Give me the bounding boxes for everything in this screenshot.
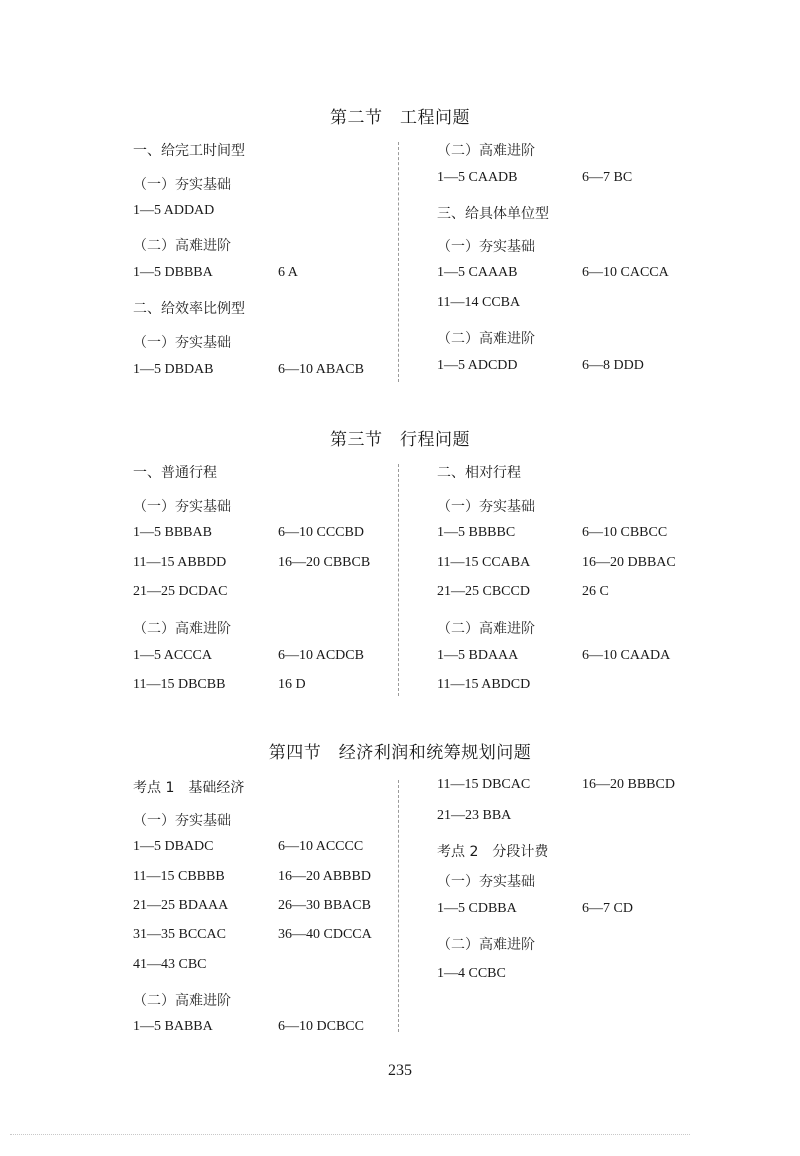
- answer-row: [437, 677, 530, 693]
- answer-group: 1—5 CAADB: [437, 170, 518, 185]
- answer-group: 1—4 CCBC: [437, 966, 506, 981]
- answer-group: 21—23 BBA: [437, 808, 512, 823]
- answer-group: 1—5 DBDAB: [133, 362, 214, 377]
- answer-row: [133, 648, 364, 664]
- answer-group: 21—25 BDAAA: [133, 898, 229, 913]
- answer-group: 6—10 CAADA: [582, 648, 671, 663]
- topic-heading: 二、相对行程: [437, 465, 521, 481]
- answer-group: 6—10 ACDCB: [278, 648, 364, 663]
- answer-row: [133, 525, 364, 541]
- answer-group: 21—25 CBCCD: [437, 584, 530, 599]
- difficulty-subheading: （一）夯实基础: [133, 499, 231, 515]
- difficulty-subheading: （二）高难进阶: [437, 331, 535, 347]
- difficulty-subheading: （一）夯实基础: [133, 813, 231, 829]
- section-title: 第二节 工程问题: [330, 108, 470, 128]
- answer-group: 16—20 DBBAC: [582, 555, 676, 570]
- answer-row: [133, 362, 364, 378]
- difficulty-subheading: （二）高难进阶: [133, 993, 231, 1009]
- section-left-column: [133, 140, 403, 390]
- answer-group: 6—10 CBBCC: [582, 525, 668, 540]
- answer-group: 26—30 BBACB: [278, 898, 371, 913]
- answer-row: [437, 966, 506, 982]
- page-number: 235: [388, 1062, 412, 1079]
- answer-group: 1—5 ADCDD: [437, 358, 518, 373]
- section-right-column: [437, 777, 707, 1037]
- answer-row: [133, 898, 371, 914]
- answer-group: 16—20 BBBCD: [582, 777, 675, 792]
- difficulty-subheading: （一）夯实基础: [133, 335, 231, 351]
- answer-group: 1—5 ACCCA: [133, 648, 212, 663]
- section-left-column: [133, 462, 403, 702]
- answer-row: [133, 203, 214, 219]
- answer-row: [133, 869, 371, 885]
- answer-group: 1—5 BBBBC: [437, 525, 516, 540]
- difficulty-subheading: （二）高难进阶: [133, 238, 231, 254]
- answer-group: 16 D: [278, 677, 306, 692]
- answer-group: 1—5 BDAAA: [437, 648, 519, 663]
- answer-row: [133, 927, 372, 943]
- answer-group: 11—15 ABBDD: [133, 555, 227, 570]
- answer-group: 6—10 DCBCC: [278, 1019, 364, 1034]
- answer-group: 11—15 ABDCD: [437, 677, 531, 692]
- difficulty-subheading: （一）夯实基础: [437, 874, 535, 890]
- answer-group: 16—20 CBBCB: [278, 555, 371, 570]
- answer-group: 6—10 CACCA: [582, 265, 669, 280]
- answer-group: 11—15 CCABA: [437, 555, 531, 570]
- answer-group: 1—5 CDBBA: [437, 901, 517, 916]
- difficulty-subheading: （一）夯实基础: [437, 239, 535, 255]
- answer-row: [437, 555, 676, 571]
- topic-heading: 一、给完工时间型: [133, 143, 245, 159]
- answer-group: 11—15 DBCBB: [133, 677, 226, 692]
- answer-group: 1—5 CAAAB: [437, 265, 518, 280]
- answer-row: [437, 170, 633, 186]
- answer-group: 36—40 CDCCA: [278, 927, 372, 942]
- column-divider: [398, 464, 399, 696]
- column-divider: [398, 780, 399, 1032]
- answer-group: 6—7 CD: [582, 901, 633, 916]
- answer-row: [437, 265, 669, 281]
- section-right-column: [437, 140, 707, 390]
- answer-group: 1—5 DBADC: [133, 839, 214, 854]
- section-left-column: [133, 777, 403, 1037]
- answer-row: [437, 295, 520, 311]
- answer-group: 6—10 ACCCC: [278, 839, 364, 854]
- column-divider: [398, 142, 399, 382]
- topic-heading: 二、给效率比例型: [133, 301, 245, 317]
- answer-row: [133, 265, 298, 281]
- scan-noise-line: [10, 1134, 690, 1136]
- answer-row: [133, 957, 207, 973]
- answer-group: 31—35 BCCAC: [133, 927, 226, 942]
- difficulty-subheading: （一）夯实基础: [133, 177, 231, 193]
- answer-group: 16—20 ABBBD: [278, 869, 371, 884]
- answer-group: 1—5 DBBBA: [133, 265, 213, 280]
- section-title: 第三节 行程问题: [330, 430, 470, 450]
- section-right-column: [437, 462, 707, 702]
- answer-row: [437, 648, 671, 664]
- answer-row: [133, 555, 371, 571]
- answer-group: 1—5 ADDAD: [133, 203, 215, 218]
- answer-row: [437, 584, 609, 600]
- answer-row: [437, 808, 511, 824]
- answer-group: 11—15 CBBBB: [133, 869, 225, 884]
- answer-row: [133, 1019, 364, 1035]
- difficulty-subheading: （二）高难进阶: [437, 143, 535, 159]
- answer-group: 6—8 DDD: [582, 358, 644, 373]
- answer-row: [437, 901, 633, 917]
- answer-row: [133, 584, 228, 600]
- answer-group: 1—5 BBBAB: [133, 525, 212, 540]
- answer-group: 11—15 DBCAC: [437, 777, 531, 792]
- difficulty-subheading: （一）夯实基础: [437, 499, 535, 515]
- topic-heading: 三、给具体单位型: [437, 206, 549, 222]
- topic-heading: 一、普通行程: [133, 465, 217, 481]
- answer-group: 41—43 CBC: [133, 957, 207, 972]
- answer-row: [133, 677, 306, 693]
- section-title: 第四节 经济利润和统筹规划问题: [268, 743, 532, 763]
- answer-group: 6—7 BC: [582, 170, 633, 185]
- answer-group: 6—10 ABACB: [278, 362, 364, 377]
- topic-heading: 考点 1 基础经济: [133, 780, 245, 796]
- answer-row: [437, 358, 644, 374]
- answer-row: [437, 777, 675, 793]
- difficulty-subheading: （二）高难进阶: [133, 621, 231, 637]
- difficulty-subheading: （二）高难进阶: [437, 621, 535, 637]
- answer-row: [437, 525, 668, 541]
- answer-group: 6 A: [278, 265, 298, 280]
- answer-row: [133, 839, 364, 855]
- answer-group: 21—25 DCDAC: [133, 584, 228, 599]
- answer-group: 6—10 CCCBD: [278, 525, 364, 540]
- answer-group: 26 C: [582, 584, 609, 599]
- topic-heading: 考点 2 分段计费: [437, 844, 549, 860]
- difficulty-subheading: （二）高难进阶: [437, 937, 535, 953]
- answer-group: 11—14 CCBA: [437, 295, 521, 310]
- answer-group: 1—5 BABBA: [133, 1019, 213, 1034]
